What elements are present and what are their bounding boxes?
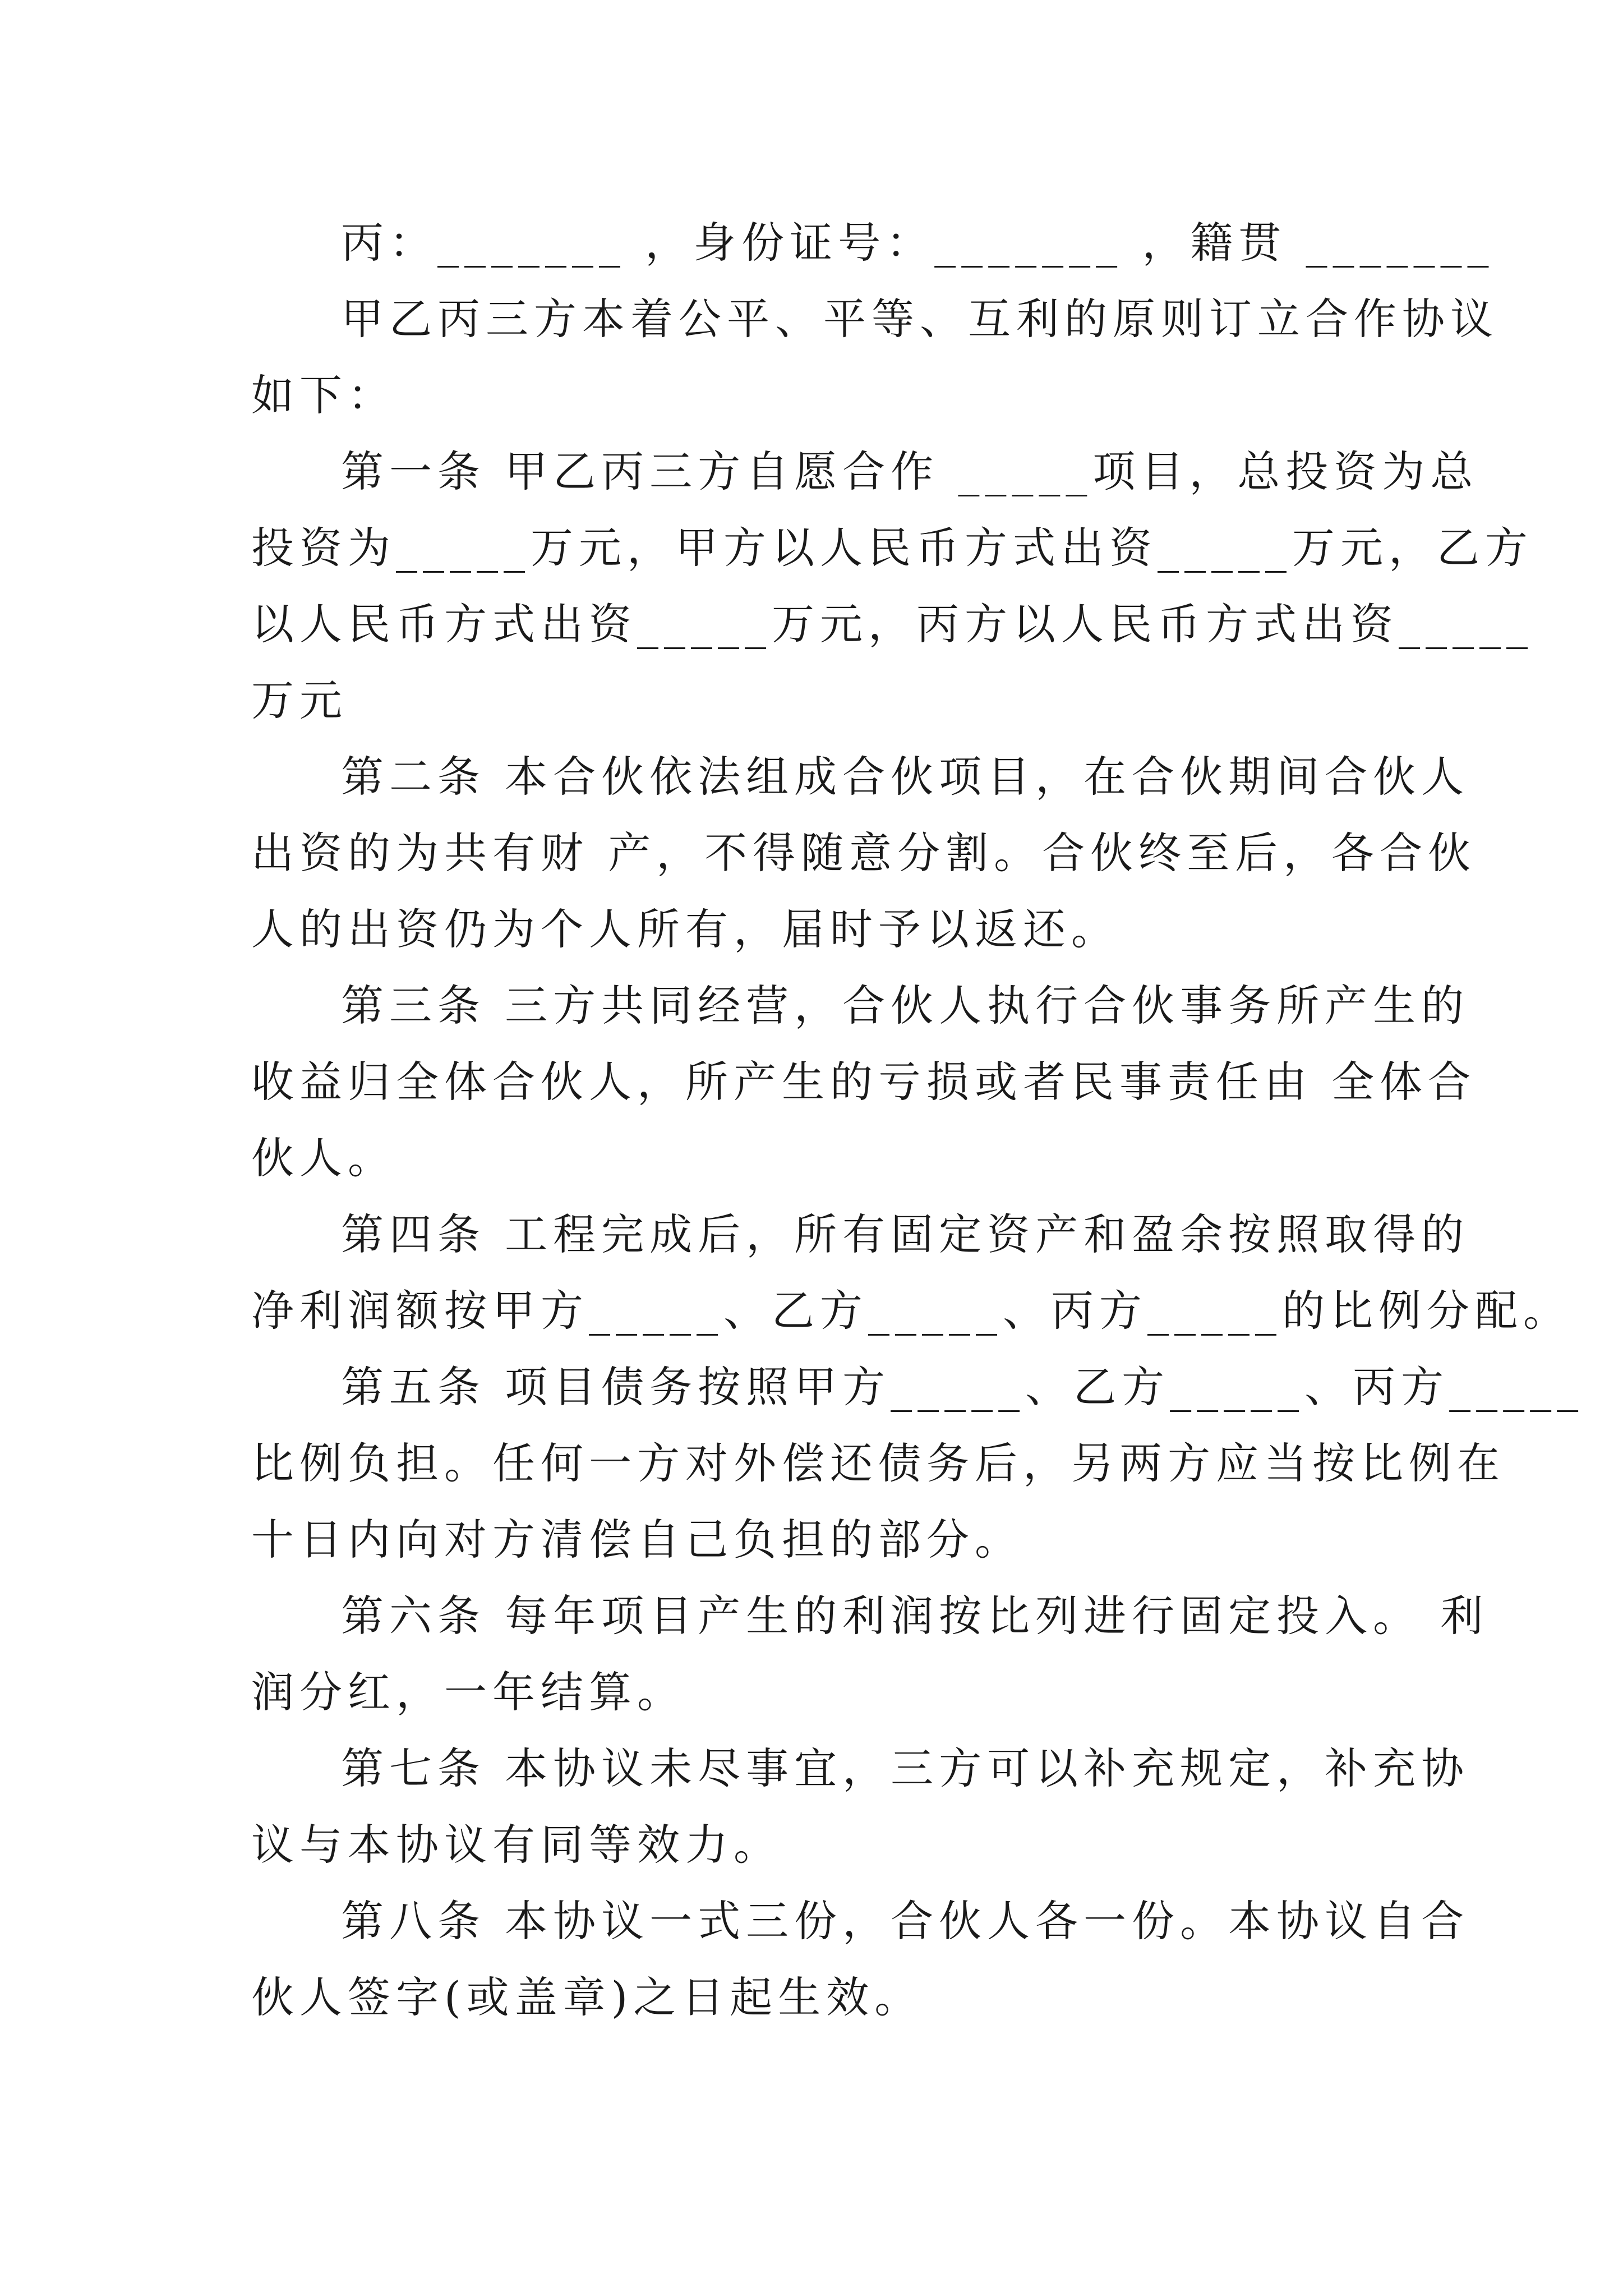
text-line: 比例负担。任何一方对外偿还债务后，另两方应当按比例在 [251, 1438, 1505, 1488]
text-line: 净利润额按甲方_____、乙方_____、丙方_____的比例分配。 [251, 1286, 1571, 1336]
text-line: 润分红，一年结算。 [251, 1667, 685, 1717]
text-line: 第六条 每年项目产生的利润按比列进行固定投入。 利 [341, 1591, 1489, 1641]
text-line: 以人民币方式出资_____万元，丙方以人民币方式出资_____ [251, 599, 1533, 649]
text-line: 十日内向对方清偿自己负担的部分。 [251, 1515, 1023, 1565]
text-line: 第五条 项目债务按照甲方_____、乙方_____、丙方_____ [341, 1362, 1584, 1412]
text-line: 如下： [251, 370, 396, 420]
text-line: 第八条 本协议一式三份，合伙人各一份。本协议自合 [341, 1896, 1470, 1946]
text-line: 投资为_____万元，甲方以人民币方式出资_____万元，乙方 [251, 523, 1533, 573]
text-line: 第四条 工程完成后，所有固定资产和盈余按照取得的 [341, 1209, 1470, 1259]
text-line: 伙人签字(或盖章)之日起生效。 [251, 1972, 923, 2022]
text-line: 万元 [251, 675, 348, 725]
text-line: 伙人。 [251, 1133, 396, 1183]
text-line: 第一条 甲乙丙三方自愿合作 _____项目，总投资为总 [341, 447, 1479, 496]
text-line: 第三条 三方共同经营，合伙人执行合伙事务所产生的 [341, 981, 1470, 1030]
text-line: 议与本协议有同等效力。 [251, 1820, 782, 1870]
document-page [251, 205, 1584, 2036]
text-line: 人的出资仍为个人所有，届时予以返还。 [251, 904, 1119, 954]
text-line: 第二条 本合伙依法组成合伙项目，在合伙期间合伙人 [341, 752, 1470, 802]
text-line: 收益归全体合伙人，所产生的亏损或者民事责任由 全体合 [251, 1057, 1477, 1107]
text-line: 第七条 本协议未尽事宜，三方可以补充规定，补充协 [341, 1743, 1470, 1793]
text-line: 甲乙丙三方本着公平、平等、互利的原则订立合作协议 [341, 294, 1498, 344]
text-line: 出资的为共有财 产，不得随意分割。合伙终至后，各合伙 [251, 828, 1477, 878]
text-line: 丙：_______ ，身份证号：_______ ，籍贯 _______ [341, 218, 1495, 268]
